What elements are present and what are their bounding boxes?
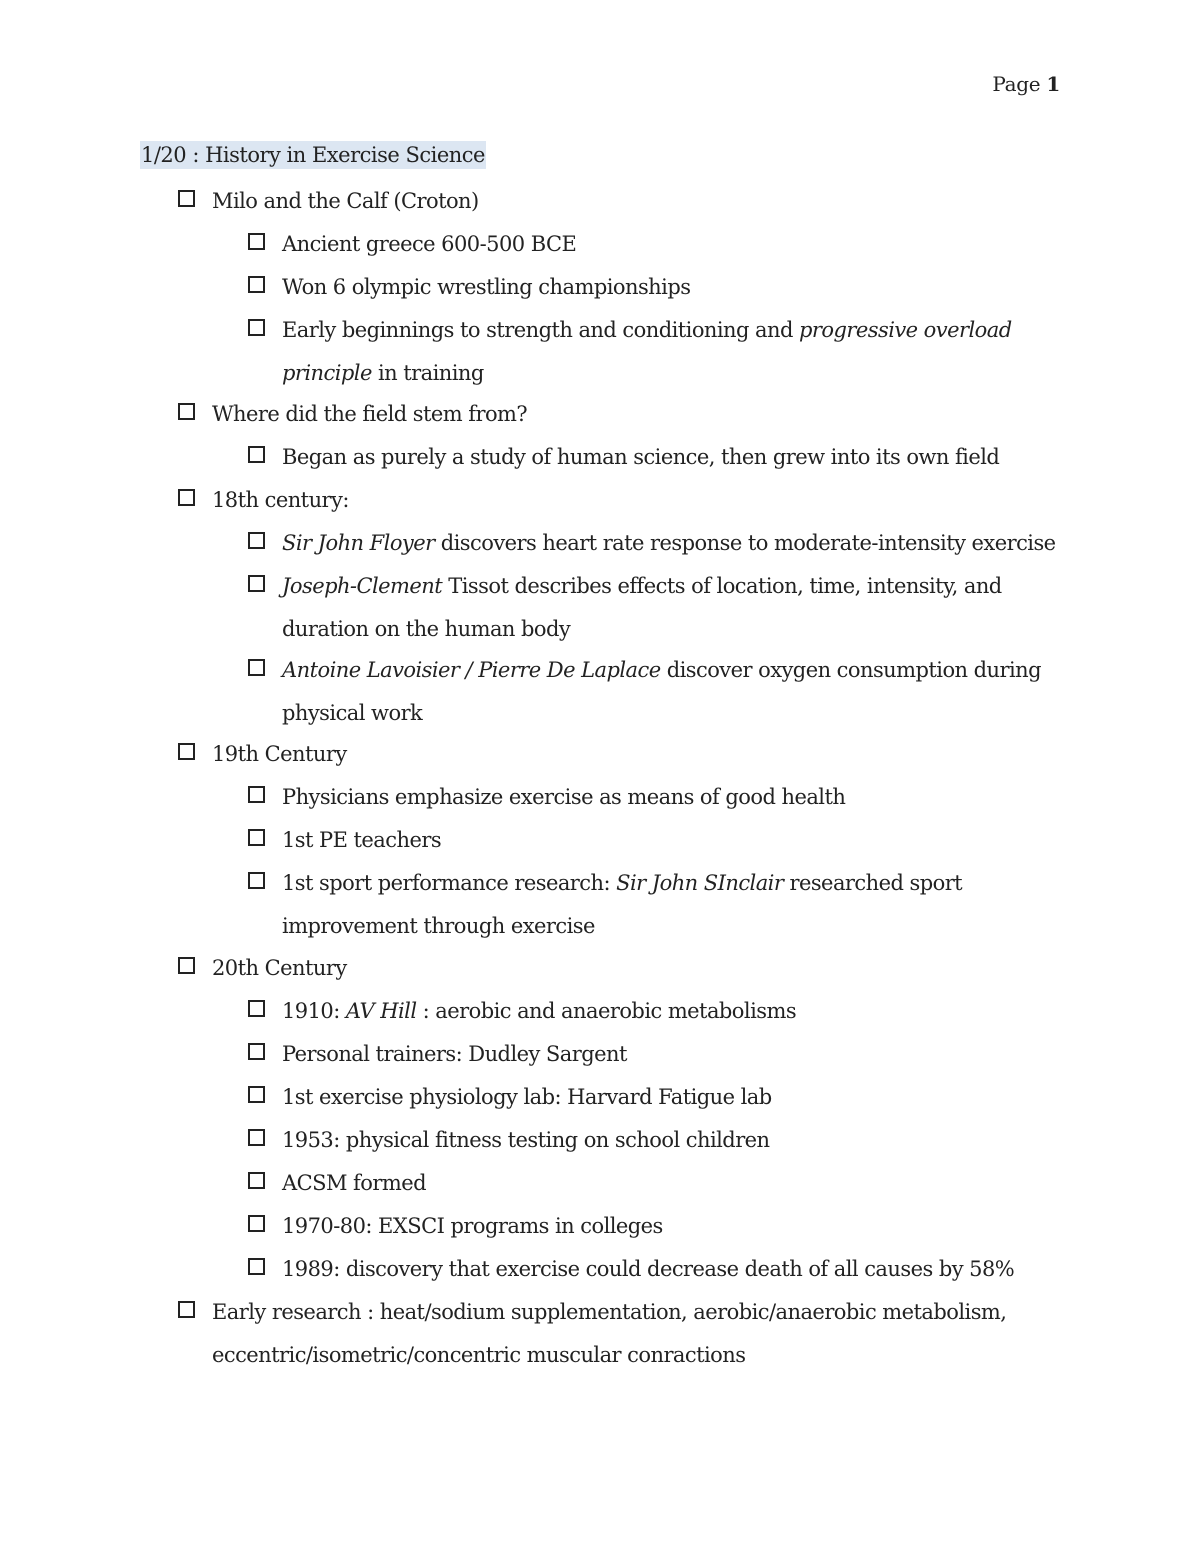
checklist-item-text <box>282 1214 663 1238</box>
checkbox-icon[interactable] <box>248 1258 265 1275</box>
checklist-item-text <box>282 574 1002 641</box>
text-segment: Won 6 olympic wrestling championships <box>282 275 691 299</box>
checkbox-icon[interactable] <box>178 957 195 974</box>
italic-text: AV Hill <box>345 999 417 1023</box>
text-segment: 1st sport performance research: <box>282 871 617 895</box>
checklist-subitem <box>248 649 1072 734</box>
text-segment: Tissot describes effects of location, time, intensity, and duration on the human body <box>282 574 1002 641</box>
checklist-subitem <box>248 990 1072 1033</box>
text-segment: in training <box>371 360 484 385</box>
text-segment: Where did the field stem from? <box>212 402 528 426</box>
checklist-item-text <box>282 785 845 809</box>
checklist-subitem <box>248 1205 1072 1248</box>
checklist-subitem <box>248 1033 1072 1076</box>
checkbox-icon[interactable] <box>248 532 265 549</box>
text-segment: researched sport improvement through exercise <box>282 871 963 938</box>
italic-text: progressive overload principle <box>282 318 1012 385</box>
checklist-item <box>178 393 1062 436</box>
text-segment: 1910: <box>282 999 346 1023</box>
checkbox-icon[interactable] <box>248 1086 265 1103</box>
checklist-item-text <box>212 1300 1006 1367</box>
italic-text: Sir John Floyer <box>282 531 435 555</box>
text-segment: 1989: discovery that exercise could decrease death of all causes by 58% <box>282 1257 1015 1281</box>
text-segment: 19th Century <box>212 742 347 766</box>
checklist-item-text <box>282 1257 1014 1281</box>
checklist-subitem <box>248 1119 1072 1162</box>
checkbox-icon[interactable] <box>248 1215 265 1232</box>
checkbox-icon[interactable] <box>248 829 265 846</box>
checklist-subitem <box>248 819 1072 862</box>
checkbox-icon[interactable] <box>178 743 195 760</box>
checklist-item <box>178 733 1062 776</box>
text-segment: 18th century: <box>212 488 349 512</box>
checklist-subitem <box>248 436 1072 479</box>
text-segment: ACSM formed <box>282 1171 426 1195</box>
checkbox-icon[interactable] <box>248 319 265 336</box>
text-segment: : aerobic and anaerobic metabolisms <box>416 999 797 1023</box>
text-segment: Early research : heat/sodium supplementation, aerobic/anaerobic metabolism, eccentric/isometric/concentric muscular conractions <box>212 1300 1007 1367</box>
checklist-item <box>178 947 1062 990</box>
checkbox-icon[interactable] <box>178 190 195 207</box>
text-segment: discovers heart rate response to moderate-intensity exercise <box>434 531 1056 555</box>
text-segment: Early beginnings to strength and conditioning and <box>282 318 800 342</box>
checklist-item-text <box>282 828 441 852</box>
checklist-subitem <box>248 223 1072 266</box>
checkbox-icon[interactable] <box>248 233 265 250</box>
checklist-item-text <box>282 531 1056 555</box>
text-segment: Milo and the Calf (Croton) <box>212 189 479 213</box>
text-segment: discover oxygen consumption during physical work <box>282 658 1042 725</box>
text-segment: Personal trainers: Dudley Sargent <box>282 1042 627 1066</box>
checklist-subitem <box>248 1248 1072 1291</box>
checklist-item-text <box>282 232 576 256</box>
checklist-item-text <box>282 275 690 299</box>
checklist-item-text <box>212 402 527 426</box>
checkbox-icon[interactable] <box>248 1172 265 1189</box>
checklist-item-text <box>282 871 962 938</box>
checklist-item-text <box>212 742 347 766</box>
italic-text: Sir John SInclair <box>616 871 784 895</box>
text-segment: 1953: physical fitness testing on school children <box>282 1128 770 1152</box>
checklist-subitem <box>248 522 1072 565</box>
checklist-subitem <box>248 776 1072 819</box>
checklist-item-text <box>212 189 479 213</box>
checkbox-icon[interactable] <box>178 1301 195 1318</box>
checkbox-icon[interactable] <box>248 1129 265 1146</box>
page-number-value: 1 <box>1046 72 1060 96</box>
checklist-subitem <box>248 1076 1072 1119</box>
checklist-item-text <box>282 1128 770 1152</box>
checklist-item-text <box>282 1085 772 1109</box>
checklist-subitem <box>248 862 1072 947</box>
checkbox-icon[interactable] <box>248 1000 265 1017</box>
checkbox-icon[interactable] <box>248 276 265 293</box>
checklist-item-text <box>282 445 999 469</box>
checkbox-icon[interactable] <box>248 446 265 463</box>
text-segment: Physicians emphasize exercise as means of good health <box>282 785 846 809</box>
checkbox-icon[interactable] <box>248 659 265 676</box>
italic-text: Joseph-Clement <box>282 574 443 598</box>
checklist-subitem <box>248 565 1072 650</box>
checkbox-icon[interactable] <box>248 872 265 889</box>
text-segment: Ancient greece 600-500 BCE <box>282 232 577 256</box>
text-segment: 20th Century <box>212 956 347 980</box>
checklist-item <box>178 479 1062 522</box>
text-segment: 1st exercise physiology lab: Harvard Fatigue lab <box>282 1085 772 1109</box>
text-segment: Began as purely a study of human science, then grew into its own field <box>282 445 1000 469</box>
checklist-item-text <box>282 658 1041 725</box>
checklist-item-text <box>282 999 796 1023</box>
checklist-item-text <box>212 956 347 980</box>
page-title: 1/20 : History in Exercise Science <box>141 143 485 167</box>
checkbox-icon[interactable] <box>248 786 265 803</box>
page-number <box>992 71 1060 97</box>
checklist-item-text <box>282 1042 627 1066</box>
text-segment: 1970-80: EXSCI programs in colleges <box>282 1214 663 1238</box>
checklist-subitem <box>248 309 1072 394</box>
checklist-item-text <box>212 488 349 512</box>
checklist-item-text <box>282 318 1012 385</box>
checklist-item <box>178 1291 1062 1376</box>
checkbox-icon[interactable] <box>178 403 195 420</box>
text-segment: 1st PE teachers <box>282 828 442 852</box>
checklist-item-text <box>282 1171 426 1195</box>
checkbox-icon[interactable] <box>178 489 195 506</box>
checkbox-icon[interactable] <box>248 1043 265 1060</box>
checklist-subitem <box>248 1162 1072 1205</box>
italic-text: Antoine Lavoisier / Pierre De Laplace <box>282 658 661 682</box>
page-label: Page <box>992 72 1041 96</box>
checkbox-icon[interactable] <box>248 575 265 592</box>
checklist-item <box>178 180 1062 223</box>
checklist-subitem <box>248 266 1072 309</box>
